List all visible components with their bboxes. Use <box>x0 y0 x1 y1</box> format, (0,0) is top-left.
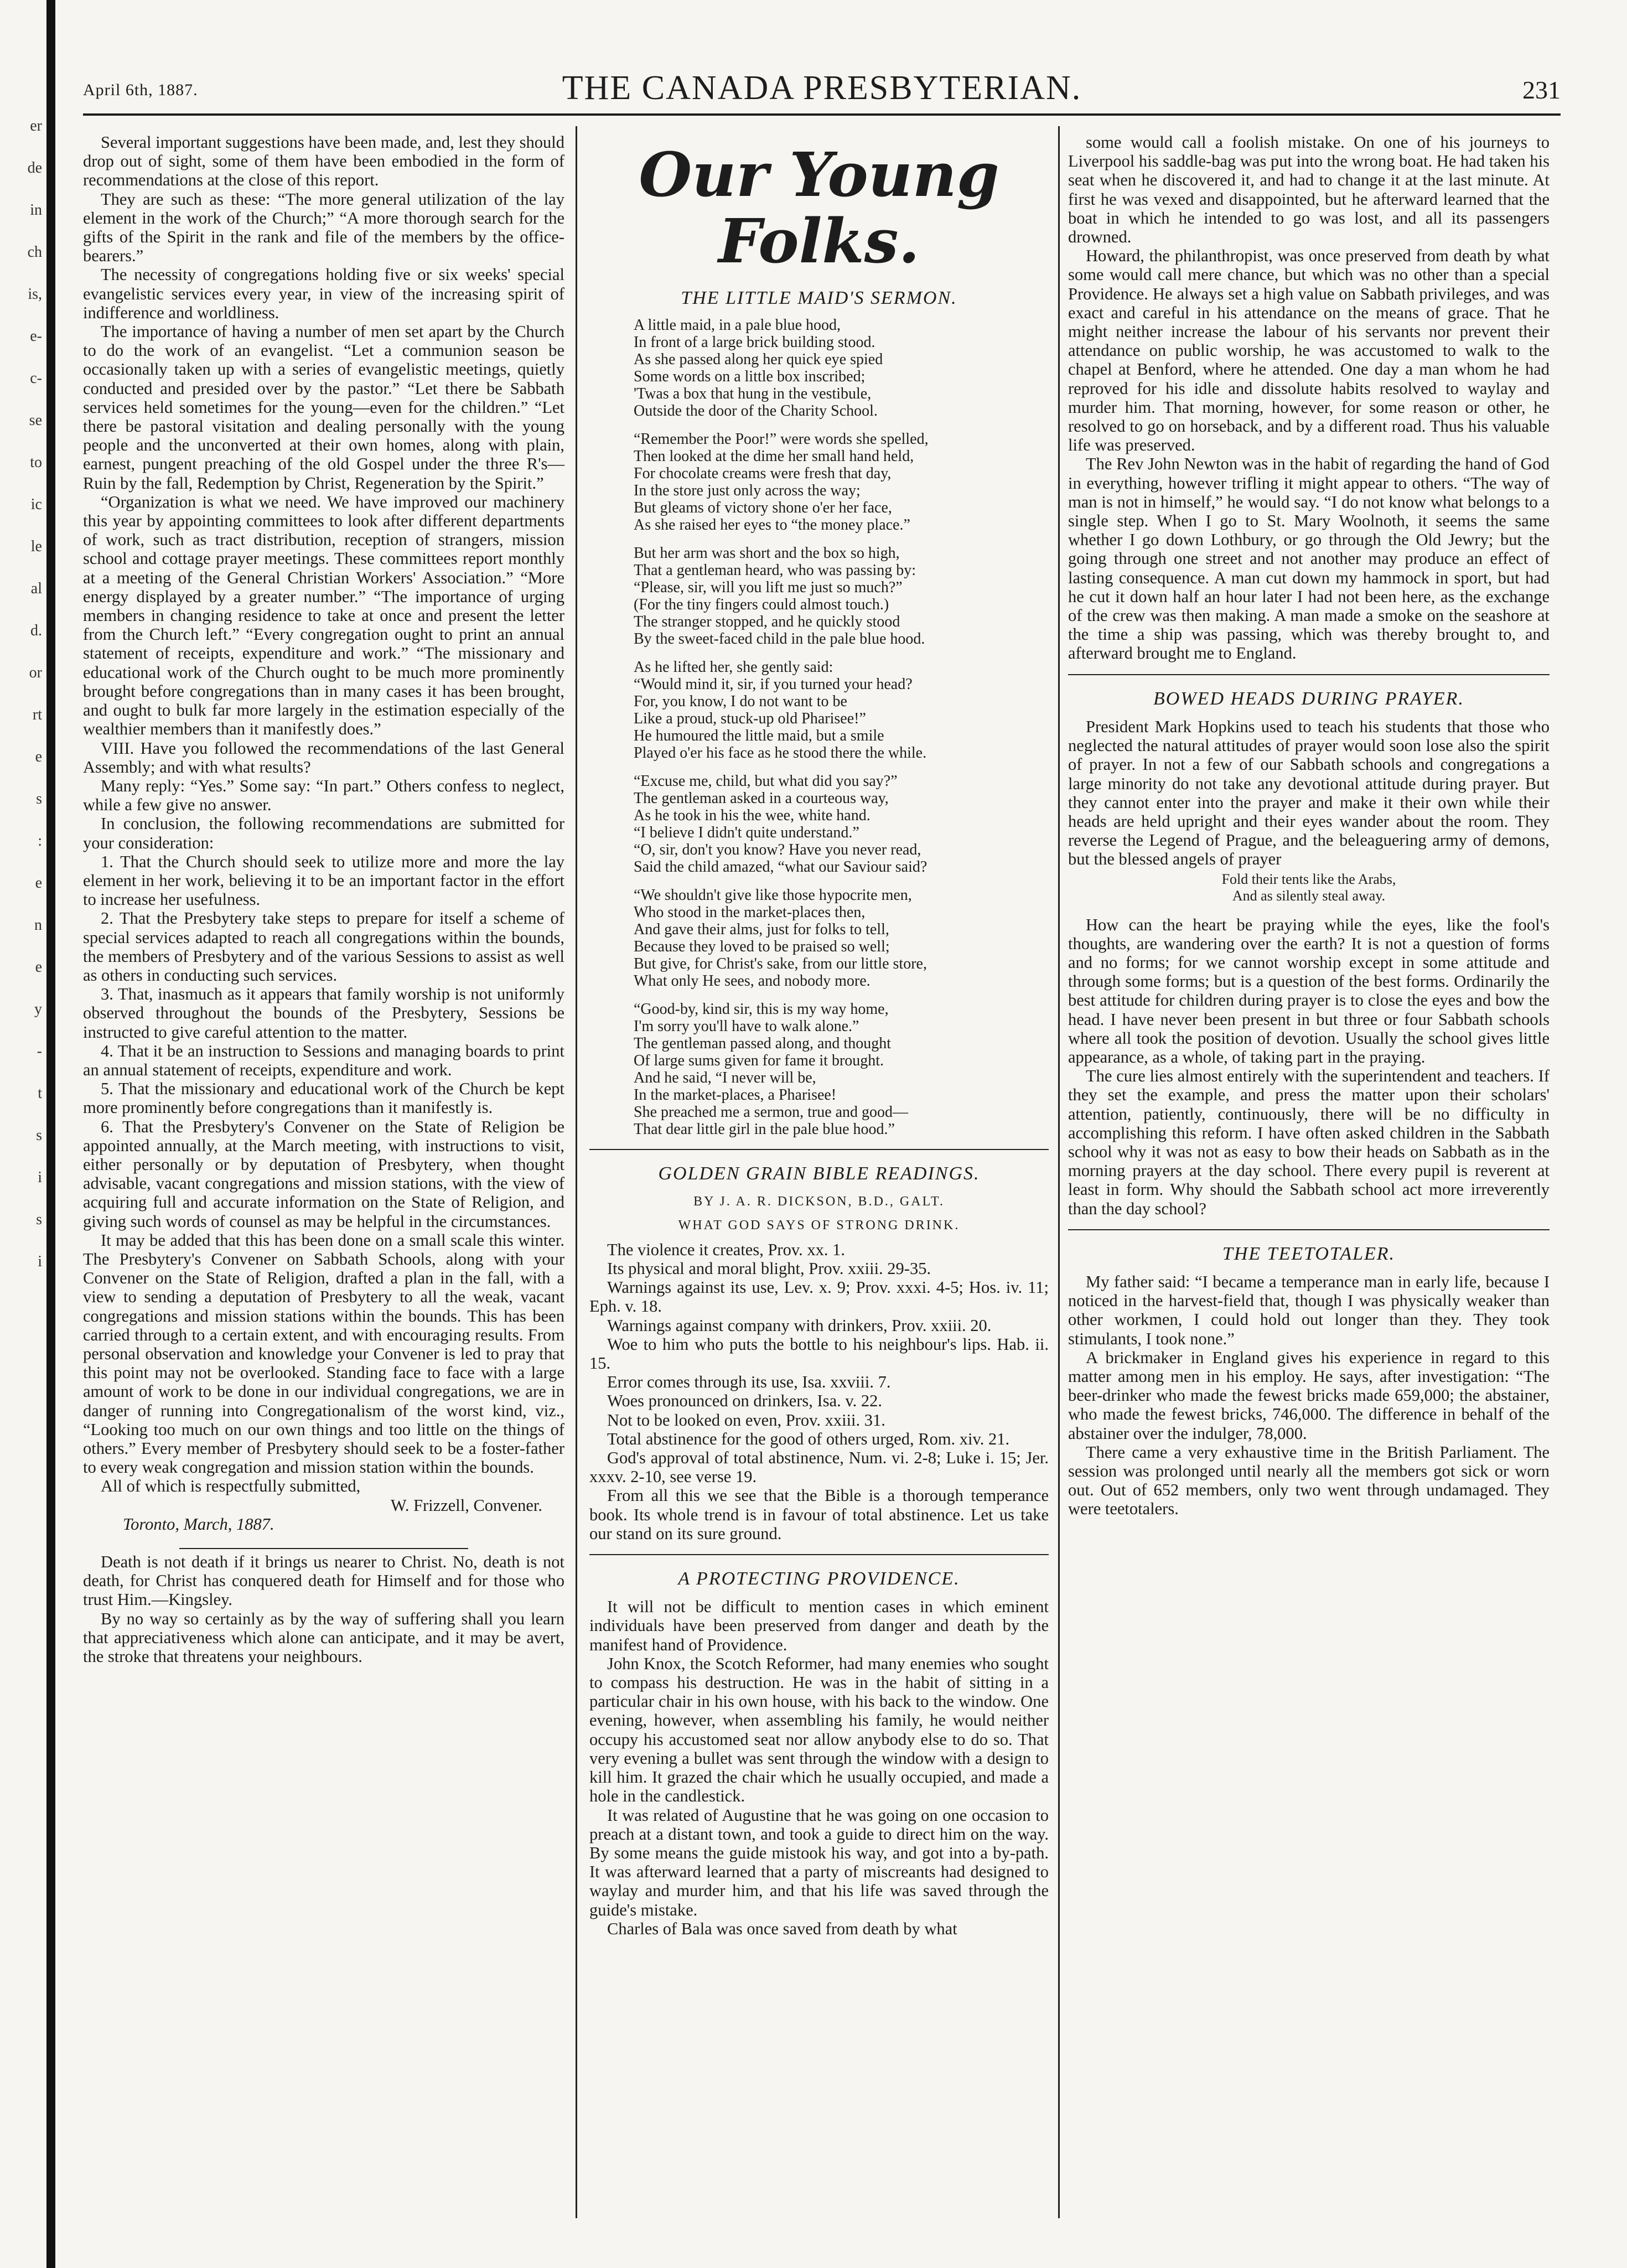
poem-stanza <box>634 431 1049 534</box>
gutter-fragment: de <box>27 159 42 177</box>
poem-title: THE LITTLE MAID'S SERMON. <box>681 288 957 308</box>
section-masthead: Our Young Folks. <box>639 139 999 277</box>
poem-line: I'm sorry you'll have to walk alone.” <box>634 1018 859 1035</box>
separator <box>179 1548 468 1549</box>
poem-line: “O, sir, don't you know? Have you never read, <box>634 841 921 859</box>
paragraph: My father said: “I became a temperance man in early life, because I noticed in the harvest-field that, though I was physically weaker than other workmen, I could hold out longer than they. They took stimulants, I took none.” <box>1068 1272 1550 1348</box>
gutter-fragment: s <box>36 1211 42 1228</box>
newspaper-title: THE CANADA PRESBYTERIAN. <box>562 69 1082 107</box>
poem-line: By the sweet-faced child in the pale blue hood. <box>634 630 925 648</box>
paragraph: VIII. Have you followed the recommendations of the last General Assembly; and with what results? <box>83 738 564 776</box>
quotation-paragraph: By no way so certainly as by the way of suffering shall you learn that appreciativeness which alone can anticipate, and it may be avert, the stroke that threatens your neighbours. <box>83 1609 564 1666</box>
paragraph: It will not be difficult to mention cases in which eminent individuals have been preserved from danger and death by the manifest hand of Providence. <box>589 1597 1049 1654</box>
poem-line: As he took in his the wee, white hand. <box>634 807 871 825</box>
column-3 <box>1068 133 1550 1519</box>
poem-stanza <box>634 659 1049 762</box>
reading-line: Woes pronounced on drinkers, Isa. v. 22. <box>607 1391 883 1411</box>
page-header <box>83 65 1561 110</box>
poem-line: Some words on a little box inscribed; <box>634 368 866 386</box>
poem-line: In the store just only across the way; <box>634 482 861 500</box>
poem-line: And he said, “I never will be, <box>634 1069 816 1087</box>
paragraph: 1. That the Church should seek to utilize more and more the lay element in her work, believing it to be an important factor in the effort to increase her usefulness. <box>83 852 564 909</box>
poem-line: Played o'er his face as he stood there the while. <box>634 744 927 762</box>
poem-line: For chocolate creams were fresh that day, <box>634 465 892 483</box>
gutter-fragment: d. <box>30 622 42 639</box>
gutter-fragment: er <box>30 117 42 134</box>
reading-line: The violence it creates, Prov. xx. 1. <box>607 1240 845 1259</box>
gutter-fragment: c- <box>30 370 42 387</box>
paragraph: 4. That it be an instruction to Sessions and managing boards to print an annual statement of receipts, expenditure and work. <box>83 1041 564 1079</box>
poem-line: In front of a large brick building stood. <box>634 334 875 351</box>
poem-line: Outside the door of the Charity School. <box>634 402 878 420</box>
poem-line: “Would mind it, sir, if you turned your head? <box>634 676 913 693</box>
poem-line: Said the child amazed, “what our Saviour said? <box>634 858 928 876</box>
paragraph: Several important suggestions have been made, and, lest they should drop out of sight, some of them have been embodied in the form of recommendations at the close of this report. <box>83 133 564 190</box>
poem-line: For, you know, I do not want to be <box>634 693 847 711</box>
gutter-fragment: e <box>35 959 42 976</box>
poem-line: (For the tiny fingers could almost touch.) <box>634 596 889 614</box>
gutter-fragment: n <box>34 916 42 934</box>
gutter-fragment: or <box>29 664 42 681</box>
separator <box>589 1149 1049 1150</box>
providence-title: A PROTECTING PROVIDENCE. <box>678 1568 960 1589</box>
poem-line: She preached me a sermon, true and good— <box>634 1104 909 1121</box>
gutter-fragment: e <box>35 748 42 765</box>
poem-line: Because they loved to be praised so well; <box>634 938 890 956</box>
teetotaler-article <box>1068 1272 1550 1519</box>
poem-line: As he lifted her, she gently said: <box>634 659 833 676</box>
poem-line: “Please, sir, will you lift me just so much?” <box>634 579 903 597</box>
binding-edge <box>46 0 55 2268</box>
paragraph: The cure lies almost entirely with the superintendent and teachers. If they set the example, and press the matter upon their scholars' attention, patiently, continuously, there will be no difficulty in accomplishing this reform. I have often asked children in the Sabbath school why it was not as easy to bow their heads on Sabbath as in the morning prayers at the day school. There every pupil is reverent at least in form. Why should the Sabbath school act more irreverently than the day school? <box>1068 1066 1550 1218</box>
teetotaler-title: THE TEETOTALER. <box>1222 1243 1396 1264</box>
bowed-heads-title: BOWED HEADS DURING PRAYER. <box>1153 688 1464 709</box>
gutter-fragment: i <box>38 1169 42 1186</box>
separator <box>589 1554 1049 1555</box>
poem-line: 'Twas a box that hung in the vestibule, <box>634 385 872 403</box>
poem-line: In the market-places, a Pharisee! <box>634 1086 837 1104</box>
quote-line: And as silently steal away. <box>1232 887 1386 904</box>
poem-stanza <box>634 545 1049 648</box>
poem-line: As she raised her eyes to “the money place.” <box>634 516 910 534</box>
reading-line: Warnings against its use, Lev. x. 9; Prov. xxxi. 4-5; Hos. iv. 11; Eph. v. 18. <box>589 1278 1049 1316</box>
poem-stanza <box>634 317 1049 420</box>
convener-signature: W. Frizzell, Convener. <box>390 1495 542 1515</box>
gutter-fragment: s <box>36 790 42 807</box>
poem-line: But give, for Christ's sake, from our little store, <box>634 955 927 973</box>
poem-line: What only He sees, and nobody more. <box>634 972 871 990</box>
quotations <box>83 1552 564 1666</box>
paragraph: 3. That, inasmuch as it appears that family worship is not uniformly observed throughout the bounds of the Presbytery, Sessions be instructed to give careful attention to the matter. <box>83 985 564 1042</box>
place-date: Toronto, March, 1887. <box>123 1514 274 1534</box>
column-divider-2 <box>1058 126 1060 2218</box>
paragraph: The Rev John Newton was in the habit of regarding the hand of God in everything, however trifling it might appear to others. “The way of man is not in himself,” he would say. “I do not know what belongs to a single step. When I go to St. Mary Woolnoth, it seems the same whether I go down Lothbury, or go through the Old Jewry; but the going through one street and not another may produce an effect of lasting consequence. A man cut down my hammock in sport, but had he cut it down half an hour later I had not been here, as the exchange of the crew was then making. A man made a smoke on the seashore at the time a ship was passing, which was thereby brought to, and afterward brought me to England. <box>1068 454 1550 663</box>
poem-line: “Excuse me, child, but what did you say?” <box>634 773 898 790</box>
poem-line: That a gentleman heard, who was passing by: <box>634 562 916 579</box>
paragraph: How can the heart be praying while the eyes, like the fool's thoughts, are wandering over the earth? It is not a question of forms and no forms; for we cannot worship except in some attitude and through some forms; but is a question of the best forms. Ordinarily the best attitude for children during prayer is to close the eyes and bow the head. I have never been present in but three or four Sabbath schools where all took the position of devotion. Usually the school gives little appearance, as a whole, of taking part in the praying. <box>1068 915 1550 1066</box>
paragraph: There came a very exhaustive time in the British Parliament. The session was prolonged until nearly all the members got sick or worn out. Out of 652 members, only two went through undamaged. They were teetotalers. <box>1068 1442 1550 1519</box>
gutter-fragment: y <box>34 1001 42 1018</box>
gutter-fragment: i <box>38 1253 42 1270</box>
bible-readings <box>589 1240 1049 1543</box>
poem-line: As she passed along her quick eye spied <box>634 351 883 369</box>
quote-line: Fold their tents like the Arabs, <box>1221 871 1396 887</box>
gutter-fragment: to <box>30 454 42 471</box>
reading-line: From all this we see that the Bible is a thorough temperance book. Its whole trend is in favour of total abstinence. Let us take our stand on its sure ground. <box>589 1486 1049 1543</box>
page-number: 231 <box>1522 76 1561 104</box>
poem <box>589 317 1049 1138</box>
gutter-fragment: t <box>38 1085 42 1102</box>
gutter-fragment: e- <box>30 328 42 345</box>
poem-stanza <box>634 773 1049 876</box>
quotation-paragraph: Death is not death if it brings us nearer to Christ. No, death is not death, for Christ has conquered death for Himself and for those who trust Him.—Kingsley. <box>83 1552 564 1609</box>
paragraph: 2. That the Presbytery take steps to prepare for itself a scheme of special services adapted to reach all congregations within the bounds, the members of Presbytery and of the various Sessions to assist as well as others in conducting such services. <box>83 909 564 985</box>
paragraph: 5. That the missionary and educational work of the Church be kept more prominently before congregations than it manifestly is. <box>83 1079 564 1117</box>
paragraph: It was related of Augustine that he was going on one occasion to preach at a distant town, and took a guide to direct him on the way. By some means the guide mistook his way, and got into a by-path. It was afterward learned that a party of miscreants had designed to waylay and murder him, and that his life was saved through the guide's mistake. <box>589 1805 1049 1919</box>
golden-grain-subtitle: WHAT GOD SAYS OF STRONG DRINK. <box>678 1218 960 1233</box>
paragraph: A brickmaker in England gives his experience in regard to this matter among men in his employ. He says, after investigation: “The beer-drinker who made the fewest bricks made 659,000; the abstainer, who made the fewest bricks, 746,000. The difference in behalf of the abstainer over the indulger, 78,000. <box>1068 1348 1550 1443</box>
header-rule <box>83 113 1561 116</box>
reading-line: Error comes through its use, Isa. xxviii. 7. <box>607 1373 891 1392</box>
paragraph: Howard, the philanthropist, was once preserved from death by what some would call mere chance, but which was no other than a special Providence. He always set a high value on Sabbath privileges, and was exact and careful in his attendance on the means of grace. That he might neither increase the labour of his servants nor prevent their attendance on public worship, he was accustomed to walk to the chapel at Benford, where he attended. One day a man whom he had reproved for his idle and dissolute habits resolved to waylay and murder him. That morning, however, for some reason or other, he resolved to go on horseback, and by a different road. Thus his valuable life was preserved. <box>1068 246 1550 455</box>
gutter-fragment: al <box>30 580 42 597</box>
gutter-fragment: le <box>30 538 42 555</box>
adjacent-page-fragments <box>0 105 42 1283</box>
gutter-fragment: ch <box>27 244 42 261</box>
poem-line: A little maid, in a pale blue hood, <box>634 317 841 334</box>
poem-line: But her arm was short and the box so high, <box>634 545 900 562</box>
paragraph: 6. That the Presbytery's Convener on the State of Religion be appointed annually, at the March meeting, with instructions to visit, either personally or by deputation of Presbytery, when thought advisable, vacant congregations and mission stations, with the view of acquiring full and accurate information on the State of Religion, and giving such words of counsel as may be helpful in the circumstances. <box>83 1117 564 1231</box>
paragraph: President Mark Hopkins used to teach his students that those who neglected the natural attitudes of prayer would soon lose also the spirit of prayer. In not a few of our Sabbath schools and congregations a large minority do not take any devotional attitude during prayer. But they cannot enter into the prayer and make it their own while their heads are held upright and their eyes wander about the room. They reverse the Legend of Prague, and the beleaguering army of demons, but the blessed angels of prayer <box>1068 717 1550 869</box>
column-2 <box>589 133 1049 1938</box>
verse-quote <box>1068 871 1550 904</box>
providence-article <box>589 1597 1049 1938</box>
reading-line: Not to be looked on even, Prov. xxiii. 31. <box>607 1410 885 1430</box>
paragraph: some would call a foolish mistake. On one of his journeys to Liverpool his saddle-bag was put into the wrong boat. He had taken his seat when he discovered it, and had to change it at the last minute. At first he was vexed and disappointed, but he afterward learned that the boat in which he intended to go was lost, and all its passengers drowned. <box>1068 133 1550 247</box>
paragraph: All of which is respectfully submitted, <box>101 1477 361 1496</box>
paragraph: The necessity of congregations holding five or six weeks' special evangelistic services every year, in view of the increasing spirit of indifference and worldliness. <box>83 265 564 322</box>
column-1 <box>83 133 564 1666</box>
separator <box>1068 674 1550 675</box>
providence-continuation <box>1068 133 1550 663</box>
reading-line: God's approval of total abstinence, Num. vi. 2-8; Luke i. 15; Jer. xxxv. 2-10, see verse 19. <box>589 1448 1049 1487</box>
paragraph: “Organization is what we need. We have improved our machinery this year by appointing committees to look after different departments of work, such as tract distribution, reception of strangers, mission school and cottage prayer meetings. These committees report monthly at a meeting of the General Christian Workers' Association.” “More energy displayed by a greater number.” “The importance of urging members in changing residence to take at once and present the letter from the Church left.” “Every congregation ought to print an annual statement of receipts, expenditure and work.” “The missionary and educational work of the Church ought to be much more prominently brought before congregations than in many cases it has been brought, and ought to bulk far more largely in the estimation especially of the wealthier members than it manifestly does.” <box>83 492 564 739</box>
paragraph: They are such as these: “The more general utilization of the lay element in the work of the Church;” “A more thorough search for the gifts of the Spirit in the rank and file of the members by the office-bearers.” <box>83 189 564 266</box>
poem-line: “Remember the Poor!” were words she spelled, <box>634 431 929 448</box>
reading-line: Total abstinence for the good of others urged, Rom. xiv. 21. <box>607 1429 1010 1448</box>
gutter-fragment: ic <box>30 496 42 513</box>
poem-line: And gave their alms, just for folks to tell, <box>634 921 889 939</box>
bowed-heads-continued <box>1068 915 1550 1218</box>
gutter-fragment: e <box>35 874 42 892</box>
poem-line: That dear little girl in the pale blue hood.” <box>634 1121 895 1138</box>
gutter-fragment: in <box>30 201 42 219</box>
poem-line: Who stood in the market-places then, <box>634 904 866 921</box>
poem-line: Of large sums given for fame it brought. <box>634 1052 884 1070</box>
poem-line: “Good-by, kind sir, this is my way home, <box>634 1001 889 1018</box>
paragraph: John Knox, the Scotch Reformer, had many enemies who sought to compass his destruction. He was in the habit of sitting in a particular chair in his own house, with his back to the window. One evening, however, when assembling his family, he would neither occupy his accustomed seat nor allow anybody else to do so. That very evening a bullet was sent through the window with a design to kill him. It grazed the chair which he usually occupied, and made a hole in the candlestick. <box>589 1654 1049 1806</box>
report-body <box>83 133 564 1496</box>
gutter-fragment: : <box>38 832 42 850</box>
bowed-heads-article <box>1068 717 1550 869</box>
poem-line: Like a proud, stuck-up old Pharisee!” <box>634 710 866 728</box>
paragraph: The importance of having a number of men set apart by the Church to do the work of an evangelist. “Let a communion season be occasionally taken up with a series of evangelistic meetings, quietly conducted and presided over by the pastor.” “Let there be Sabbath services held sometimes for the young—even for the children.” “Let there be pastoral visitation and dealing personally with the young people and the unconverted at their own homes, along with plain, earnest, pungent preaching of the old Gospel under the three R's—Ruin by the fall, Redemption by Christ, Regeneration by the Spirit.” <box>83 322 564 493</box>
poem-line: The stranger stopped, and he quickly stood <box>634 613 900 631</box>
poem-stanza <box>634 887 1049 990</box>
golden-grain-byline: BY J. A. R. DICKSON, B.D., GALT. <box>693 1194 945 1209</box>
gutter-fragment: - <box>37 1043 42 1060</box>
gutter-fragment: rt <box>32 706 42 723</box>
separator <box>1068 1229 1550 1230</box>
gutter-fragment: is, <box>28 286 42 303</box>
issue-date: April 6th, 1887. <box>83 81 198 99</box>
poem-line: The gentleman asked in a courteous way, <box>634 790 889 807</box>
gutter-fragment: se <box>29 412 42 429</box>
reading-line: Warnings against company with drinkers, Prov. xxiii. 20. <box>607 1316 992 1335</box>
poem-line: Then looked at the dime her small hand held, <box>634 448 914 465</box>
golden-grain-title: GOLDEN GRAIN BIBLE READINGS. <box>658 1163 980 1184</box>
poem-line: The gentleman passed along, and thought <box>634 1035 891 1053</box>
paragraph: In conclusion, the following recommendations are submitted for your consideration: <box>83 814 564 852</box>
column-divider-1 <box>576 126 577 2218</box>
paragraph: Many reply: “Yes.” Some say: “In part.” Others confess to neglect, while a few give no answer. <box>83 776 564 815</box>
reading-line: Its physical and moral blight, Prov. xxiii. 29-35. <box>607 1259 931 1278</box>
poem-line: He humoured the little maid, but a smile <box>634 727 884 745</box>
paragraph: It may be added that this has been done on a small scale this winter. The Presbytery's Convener on Sabbath Schools, along with your Convener on the State of Religion, drafted a plan in the fall, with a view to sending a deputation of Presbytery to all the weak, vacant congregations and mission stations within the bounds. This has been carried through to a certain extent, and with encouraging results. From personal observation and knowledge your Convener is led to pray that this point may not be overlooked. Standing face to face with a large amount of work to be done in our individual congregations, we are in danger of running into Congregationalism of the worst kind, viz., “Looking too much on our own things and too little on the things of others.” Every member of Presbytery should seek to be a foster-father to every weak congregation and mission station within the bounds. <box>83 1230 564 1477</box>
poem-line: “We shouldn't give like those hypocrite men, <box>634 887 912 904</box>
paragraph: Charles of Bala was once saved from death by what <box>607 1919 957 1938</box>
gutter-fragment: s <box>36 1127 42 1144</box>
poem-line: “I believe I didn't quite understand.” <box>634 824 859 842</box>
reading-line: Woe to him who puts the bottle to his neighbour's lips. Hab. ii. 15. <box>589 1334 1049 1373</box>
poem-line: But gleams of victory shone o'er her face, <box>634 499 892 517</box>
poem-stanza <box>634 1001 1049 1138</box>
